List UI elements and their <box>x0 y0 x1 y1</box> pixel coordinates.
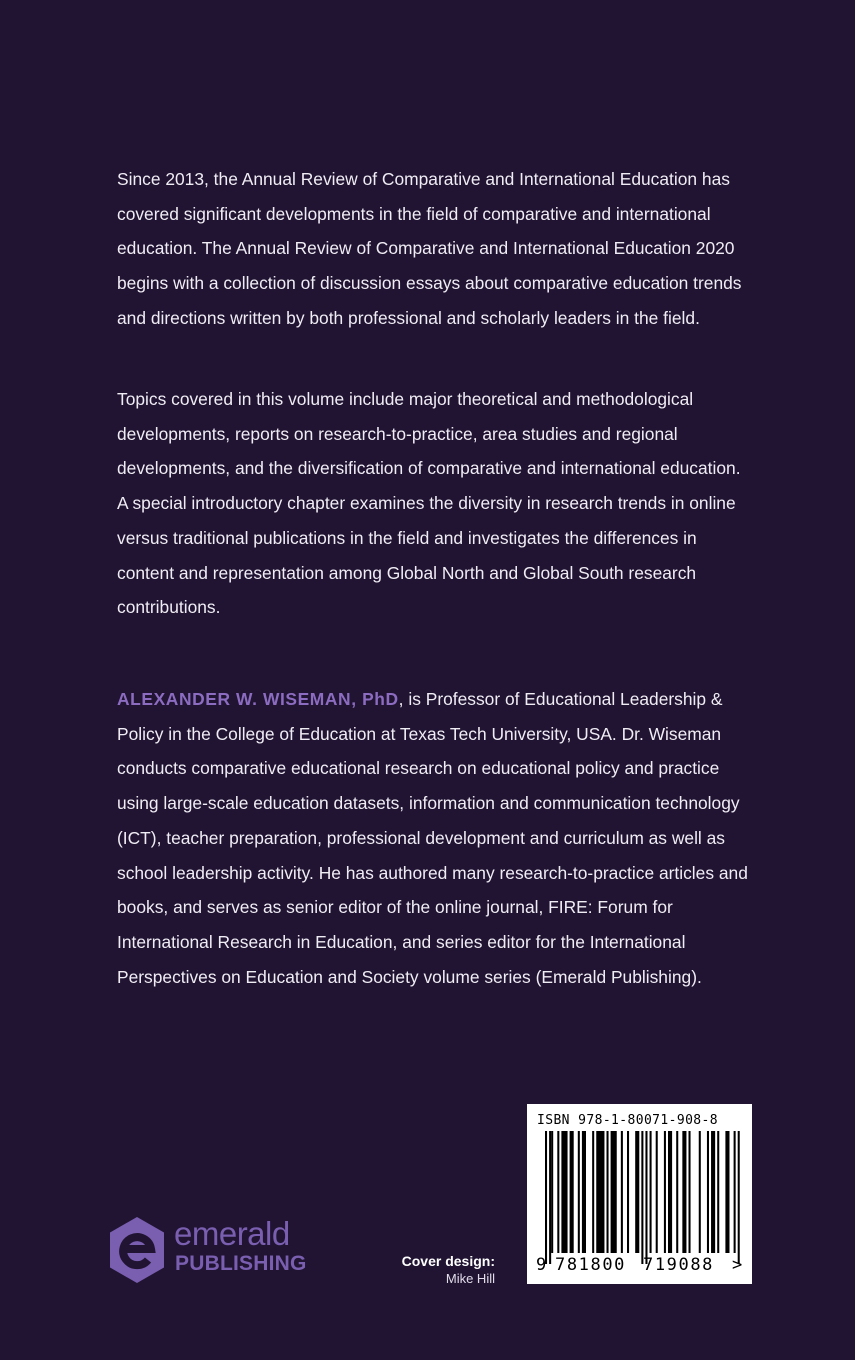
emerald-hexagon-logo-icon <box>108 1216 166 1284</box>
barcode-bar <box>707 1131 709 1253</box>
isbn-barcode <box>527 1104 752 1284</box>
barcode-bar <box>676 1131 678 1253</box>
barcode-bar <box>557 1131 559 1253</box>
barcode-bar <box>725 1131 729 1253</box>
barcode-quiet-zone-arrow: > <box>732 1255 744 1275</box>
barcode-bar <box>734 1131 736 1253</box>
barcode-bar <box>682 1131 686 1253</box>
barcode-bar <box>689 1131 691 1253</box>
barcode-digit-group-left: 781800 <box>555 1255 627 1275</box>
author-bio-text: , is Professor of Educational Leadership & Policy in the College of Education at Texas Tech University, USA. Dr. Wiseman conducts comparative educational research on educational policy and practice using large-scale education datasets, information and communication technology (ICT), teacher preparation, professional development and curriculum as well as school leadership activity. He has authored many research-to-practice articles and books, and serves as senior editor of the online journal, FIRE: Forum for International Research in Education, and series editor for the International Perspectives on Education and Society volume series (Emerald Publishing). <box>117 689 748 987</box>
barcode-bar <box>650 1131 652 1253</box>
barcode-bar <box>711 1131 715 1253</box>
blurb-paragraph-2: Topics covered in this volume include major theoretical and methodological developments, reports on research-to-practice, area studies and regional developments, and the diversification of comparative and international education. A special introductory chapter examines the diversity in research trends in online versus traditional publications in the field and investigates the differences in content and representation among Global North and Global South research contributions. <box>117 389 741 618</box>
barcode-bar <box>592 1131 594 1253</box>
logo-wordmark: emerald <box>174 1215 290 1252</box>
cover-design-credit <box>402 1252 495 1287</box>
logo-subtitle: PUBLISHING <box>175 1252 307 1275</box>
barcode-digit-group-right: 719088 <box>643 1255 715 1275</box>
barcode-bar <box>607 1131 609 1253</box>
barcode-bar <box>627 1131 629 1253</box>
barcode-bar <box>656 1131 658 1253</box>
barcode-bar <box>621 1131 623 1253</box>
barcode-bar <box>738 1131 740 1264</box>
barcode-bar <box>645 1131 647 1264</box>
barcode-bar <box>561 1131 567 1253</box>
blurb-paragraph-1: Since 2013, the Annual Review of Comparative and International Education has covered significant developments in the field of comparative and international education. The Annual Review of Comparative and International Education 2020 begins with a collection of discussion essays about comparative education trends and directions written by both professional and scholarly leaders in the field. <box>117 169 742 328</box>
emerald-publishing-logo <box>108 1216 318 1286</box>
barcode-bar <box>668 1131 672 1253</box>
barcode-bar <box>717 1131 719 1253</box>
barcode-bar <box>582 1131 586 1253</box>
barcode-bar <box>570 1131 574 1253</box>
barcode-bar <box>551 1131 553 1253</box>
barcode-bar <box>578 1131 580 1253</box>
barcode-bar <box>664 1131 666 1253</box>
barcode-bar <box>611 1131 617 1253</box>
barcode-bar <box>545 1131 547 1264</box>
barcode-bar <box>641 1131 643 1264</box>
isbn-label: ISBN 978-1-80071-908-8 <box>537 1113 718 1128</box>
barcode-bar <box>635 1131 639 1253</box>
barcode-bar <box>549 1131 551 1264</box>
barcode-digit-lead: 9 <box>536 1255 548 1275</box>
cover-designer-name: Mike Hill <box>445 1271 495 1286</box>
author-bio-paragraph <box>117 682 752 994</box>
barcode-bar <box>699 1131 701 1253</box>
barcode-bar <box>596 1131 604 1253</box>
barcode-bars <box>545 1131 741 1264</box>
author-name: ALEXANDER W. WISEMAN, PhD <box>117 689 399 709</box>
cover-design-label: Cover design: <box>401 1253 495 1269</box>
